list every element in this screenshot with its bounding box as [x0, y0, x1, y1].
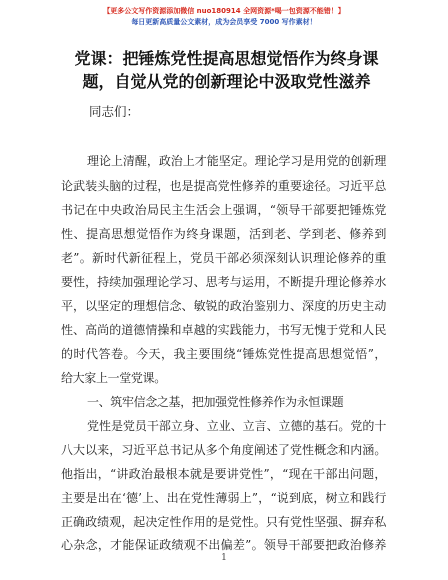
section-heading: 一、筑牢信念之基，把加强党性修养作为永恒课题: [87, 395, 344, 409]
page-title-line-1: 党课：把锤炼党性提高思想觉悟作为终身课: [74, 49, 379, 68]
body-line: 党性是党员干部立身、立业、立言、立德的基石。党的十: [87, 419, 386, 433]
body-line: 平，以坚定的理想信念、敏锐的政治鉴别力、深度的历史主动: [61, 299, 386, 313]
body-line: 的时代答卷。今天，我主要围绕“锤炼党性提高思想觉悟”，: [61, 347, 386, 361]
page-title-line-2: 题，自觉从党的创新理论中汲取党性滋养: [82, 72, 371, 91]
body-line: 书记在中央政治局民主生活会上强调，“领导干部要把锤炼党: [61, 203, 386, 217]
greeting: 同志们：: [89, 104, 140, 119]
body-line: 理论上清醒，政治上才能坚定。理论学习是用党的创新理: [87, 154, 386, 168]
body-line: 给大家上一堂党课。: [61, 371, 166, 385]
body-line: 心杂念，才能保证政绩观不出偏差”。领导干部要把政治修养: [61, 538, 386, 552]
body-line: 主要是出在‘德’上、出在党性薄弱上”，“说到底，树立和践行: [61, 491, 386, 505]
page-number: 1: [221, 553, 227, 563]
body-line: 性、提高思想觉悟作为终身课题，活到老、学到老、修养到: [61, 227, 386, 241]
body-line: 他指出，“讲政治最根本就是要讲党性”，“现在干部出问题，: [61, 467, 386, 481]
body-line: 八大以来，习近平总书记从多个角度阐述了党性概念和内涵。: [61, 443, 386, 457]
body-line: 性、高尚的道德情操和卓越的实践能力，书写无愧于党和人民: [61, 323, 386, 337]
body-line: 老”。新时代新征程上，党员干部必须深刻认识理论修养的重: [61, 251, 386, 265]
body-line: 论武装头脑的过程，也是提高党性修养的重要途径。习近平总: [61, 179, 386, 193]
body-line: 要性，持续加强理论学习、思考与运用，不断提升理论修养水: [61, 275, 386, 289]
body-line: 正确政绩观，起决定性作用的是党性。只有党性坚强、摒弃私: [61, 515, 386, 529]
promo-banner-line-1: 【更多公文写作资源添加微信 nuo180914 全网资源*喝一包资源不能错！】: [103, 7, 345, 15]
promo-banner-line-2: 每日更新高质量公文素材，成为会员享受 7000 写作素材！: [131, 18, 317, 26]
